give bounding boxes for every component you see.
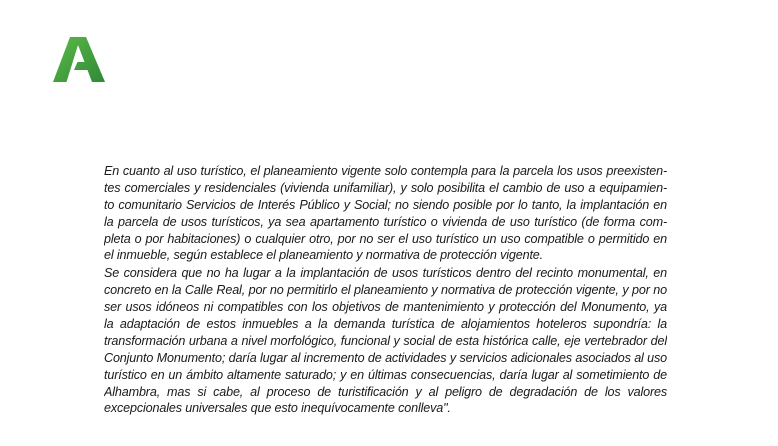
text-line: turístico en un ámbito altamente saturado; y en últimas consecuencias, daría lugar al sometimiento de	[104, 367, 667, 382]
text-line: concreto en la Calle Real, por no permitirlo el planeamiento y normativa de protección vigente, y por no	[104, 283, 667, 298]
text-line: ser usos idóneos ni compatibles con los objetivos de mantenimiento y protección del Monumento, ya	[104, 300, 667, 315]
text-line: pleta o por habitaciones) o cualquier otro, por no ser el uso turístico un uso compatible o permitido en	[104, 231, 667, 246]
text-line: to comunitario Servicios de Interés Público y Social; no siendo posible por lo tanto, la implantación en	[104, 197, 667, 212]
text-line: el inmueble, según establece el planeamiento y normativa de protección vigente.	[104, 248, 544, 263]
text-line: transformación urbana a nivel morfológico, funcional y social de esta histórica calle, eje vertebrador del	[104, 333, 667, 348]
text-line: la adaptación de estos inmuebles a la demanda turística de alojamientos hoteleros supondría: la	[104, 317, 667, 332]
paragraph-1	[104, 163, 667, 264]
text-line: excepcionales universales que esto inequívocamente conlleva".	[104, 401, 451, 416]
paragraph-2	[104, 265, 667, 417]
text-line: tes comerciales y residenciales (vivienda unifamiliar), y solo posibilita el cambio de uso a equipamien-	[104, 180, 667, 195]
text-line: En cuanto al uso turístico, el planeamiento vigente solo contempla para la parcela los usos preexisten-	[104, 164, 667, 178]
text-line: la parcela de usos turísticos, ya sea apartamento turístico o vivienda de uso turístico (de forma com-	[104, 214, 667, 229]
text-line: Conjunto Monumento; daría lugar al incremento de actividades y servicios adicionales asociados al uso	[104, 350, 667, 365]
text-line: Alhambra, mas si cabe, al proceso de turistificación y al peligro de degradación de los valores	[104, 384, 667, 399]
document-body	[104, 163, 667, 417]
text-line: Se considera que no ha lugar a la implantación de usos turísticos dentro del recinto monumental, en	[104, 266, 667, 281]
junta-andalucia-logo-icon	[53, 36, 105, 82]
